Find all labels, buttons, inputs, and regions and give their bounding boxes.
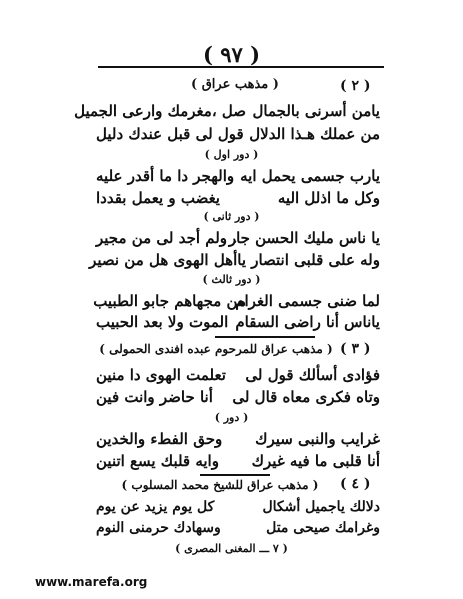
section-number: ( ٢ ) (340, 78, 371, 94)
verse-left: الموت ولا بعد الحبيب (96, 313, 229, 331)
verse-right: فؤادى أسألك قول لى (245, 366, 380, 384)
verse-right: من عملك هـذا الدلال (249, 125, 380, 143)
verse-heading: ( دور اول ) (204, 148, 259, 161)
section-divider (215, 336, 315, 338)
verse-right: غرايب والنبى سيرك (255, 430, 380, 448)
section-number: ( ٤ ) (340, 476, 371, 492)
section-heading: ( مذهب عراق ) (191, 77, 279, 92)
verse-left: والهجر دا ما أقدر عليه (96, 167, 235, 185)
verse-left: يغضب و يعمل بقددا (96, 189, 220, 207)
verse-left: تعلمت الهوى دا منين (96, 366, 226, 384)
verse-right: يامن أسرنى بالجمال (252, 102, 380, 120)
verse-heading: ( دور ثالث ) (202, 273, 261, 286)
verse-right: أنا قلبى ما فيه غيرك (251, 452, 380, 470)
verse-right: يا ناس مليك الحسن جار (228, 229, 380, 247)
verse-right: وكل ما اذلل اليه (277, 189, 380, 207)
section-number: ( ٣ ) (340, 341, 371, 357)
verse-left: أنا حاضر وانت فين (96, 388, 213, 406)
verse-right: لما ضنى جسمى الغرام (235, 292, 380, 310)
verse-right: يارب جسمى يحمل ايه (240, 167, 380, 185)
verse-left: صل ،مغرمك وارعى الجميل (74, 102, 246, 120)
verse-heading: ( دور ) (214, 411, 249, 424)
verse-right: ياناس أنا راضى السقام (235, 313, 380, 331)
header-rule (98, 66, 384, 68)
verse-left: من مجهاهم جابو الطبيب (93, 292, 246, 310)
verse-left: وسهادك حرمنى النوم (96, 520, 221, 536)
verse-heading: ( دور ثانى ) (203, 210, 260, 223)
page-signature: ( ٧ ـــ المغنى المصرى ) (175, 542, 288, 555)
verse-left: ياأهل الهوى هل من نصير (89, 251, 246, 269)
verse-right: وغرامك صيحى متل (266, 520, 380, 536)
footer-url[interactable]: www.marefa.org (35, 575, 148, 589)
verse-left: وايه قلبك يسع اتنين (96, 452, 219, 470)
section-heading: ( مذهب عراق للشيخ محمد المسلوب ) (121, 478, 319, 492)
page-number: ( ٩٧ ) (202, 42, 261, 67)
verse-right: دلالك ياجميل أشكال (262, 499, 380, 515)
verse-left: . ولم أجد لى من مجير (96, 229, 238, 247)
verse-left: قول لى قبل عندك دليل (96, 125, 244, 143)
verse-right: وتاه فكرى معاه قال لى (232, 388, 380, 406)
verse-right: وله على قلبى انتصار (251, 251, 380, 269)
verse-left: كل يوم يزيد عن يوم (96, 499, 215, 515)
verse-left: وحق الفطء والخدين (96, 430, 223, 448)
section-divider (200, 474, 270, 476)
section-heading: ( مذهب عراق للمرحوم عبده افندى الحمولى ) (99, 342, 333, 356)
